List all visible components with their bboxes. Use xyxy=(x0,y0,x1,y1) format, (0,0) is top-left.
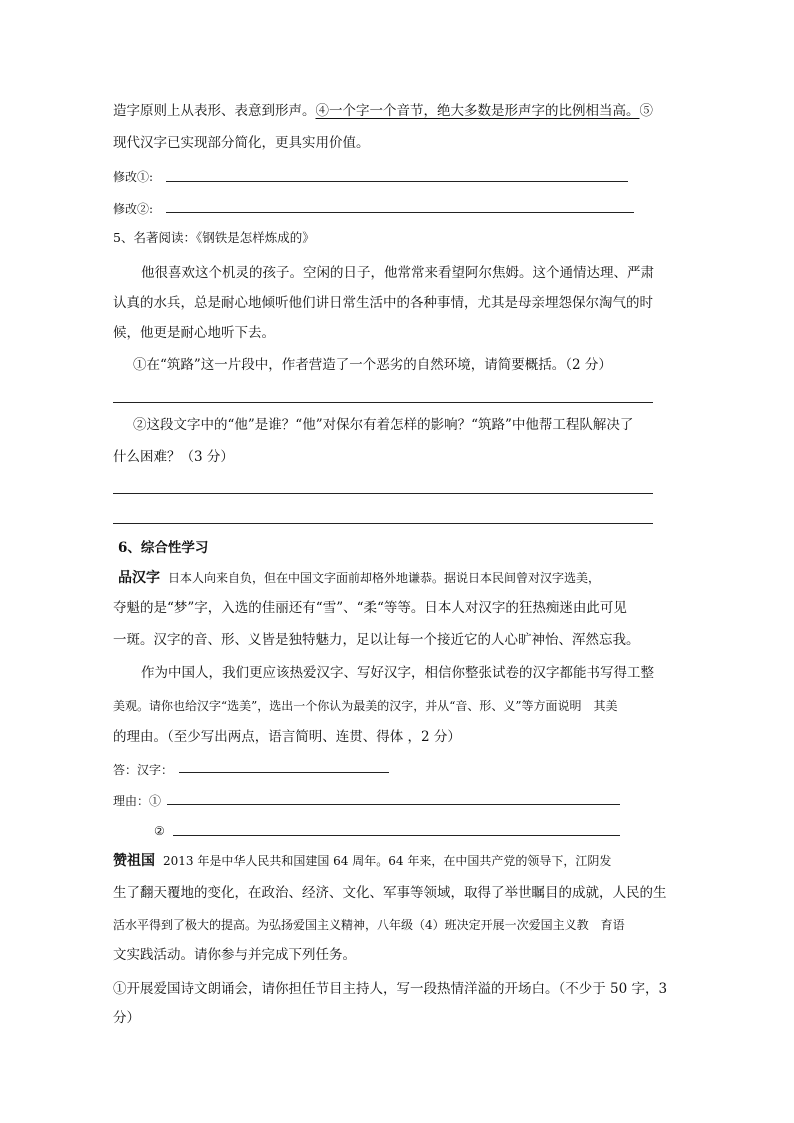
pinhanzi-line-2: 夺魁的是“梦”字，入选的佳丽还有“雪”、“柔“等等。日本人对汉字的狂热痴迷由此可见 xyxy=(113,600,627,616)
q5-sub1: ①在“筑路”这一片段中，作者营造了一个恶劣的自然环境，请简要概括。（2 分） xyxy=(133,357,612,373)
pinhanzi-line-4: 作为中国人，我们更应该热爱汉字、写好汉字，相信你整张试卷的汉字都能书写得工整 xyxy=(141,665,654,681)
answer-hanzi-line[interactable] xyxy=(179,772,389,773)
answer-hanzi-label: 答：汉字： xyxy=(113,763,174,777)
intro-line-1-end: ⑤ xyxy=(639,103,653,119)
q5-title: 5、名著阅读：《钢铁是怎样炼成的》 xyxy=(113,230,315,245)
q6-title: 6、综合性学习 xyxy=(118,540,209,556)
intro-line-1 xyxy=(113,101,653,121)
intro-line-1-plain: 造字原则上从表形、表意到形声。 xyxy=(113,103,316,119)
q5-sub2-line-2: 什么困难？（3 分） xyxy=(113,449,234,465)
reason1-answer-line[interactable] xyxy=(167,804,620,805)
reason2-label: ② xyxy=(154,824,165,838)
q5-sub2-answer-line-1[interactable] xyxy=(113,493,653,494)
zanzuguo-line-1-text: 2013 年是中华人民共和国建国 64 周年。64 年来，在中国共产党的领导下，江阴发 xyxy=(163,854,612,868)
zanzuguo-task1-line-2: 分） xyxy=(113,1010,140,1026)
zanzuguo-line-1 xyxy=(113,851,611,871)
reason2-answer-line[interactable] xyxy=(173,835,620,836)
q5-sub2-answer-line-2[interactable] xyxy=(113,523,653,524)
q5-para-line-1: 他很喜欢这个机灵的孩子。空闲的日子，他常常来看望阿尔焦姆。这个通情达理、严肃 xyxy=(141,265,654,281)
zanzuguo-line-4: 文实践活动。请你参与并完成下列任务。 xyxy=(113,947,356,963)
q5-para-line-2: 认真的水兵，总是耐心地倾听他们讲日常生活中的各种事情，尤其是母亲埋怨保尔淘气的时 xyxy=(113,295,653,311)
pinhanzi-line-3: 一斑。汉字的音、形、义皆是独特魅力，足以让每一个接近它的人心旷神怡、浑然忘我。 xyxy=(113,632,640,648)
q5-sub2-line-1: ②这段文字中的“他”是谁？“他”对保尔有着怎样的影响？“筑路”中他帮工程队解决了 xyxy=(133,417,634,433)
pinhanzi-line-5: 美观。请你也给汉字“选美”，选出一个你认为最美的汉字，并从“音、形、义”等方面说明 其美 xyxy=(113,699,618,713)
zanzuguo-task1-line-1: ①开展爱国诗文朗诵会，请你担任节目主持人，写一段热情洋溢的开场白。（不少于 50 字，3 xyxy=(113,981,668,997)
zanzuguo-line-3: 活水平得到了极大的提高。为弘扬爱国主义精神，八年级（4）班决定开展一次爱国主义教 育语 xyxy=(113,918,625,932)
fix1-label: 修改①: xyxy=(113,170,154,184)
zanzuguo-heading: 赞祖国 xyxy=(113,853,155,869)
pinhanzi-heading: 品汉字 xyxy=(118,570,160,586)
pinhanzi-line-1 xyxy=(118,568,600,588)
pinhanzi-line-6: 的理由。（至少写出两点，语言简明、连贯、得体 ，2 分） xyxy=(113,729,461,745)
reason1-label: 理由：① xyxy=(113,794,162,808)
intro-line-1-underlined: ④一个字一个音节，绝大多数是形声字的比例相当高。 xyxy=(315,103,640,119)
fix1-answer-line[interactable] xyxy=(166,181,628,182)
fix2-label: 修改②: xyxy=(113,202,154,216)
q5-sub1-answer-line[interactable] xyxy=(113,402,653,403)
pinhanzi-line-1-text: 日本人向来自负，但在中国文字面前却格外地谦恭。据说日本民间曾对汉字选美， xyxy=(168,571,601,585)
q5-para-line-3: 候，他更是耐心地听下去。 xyxy=(113,325,275,341)
fix2-answer-line[interactable] xyxy=(166,212,634,213)
zanzuguo-line-2: 生了翻天覆地的变化，在政治、经济、文化、军事等领域，取得了举世瞩目的成就，人民的生 xyxy=(113,885,667,901)
intro-line-2: 现代汉字已实现部分简化，更具实用价值。 xyxy=(113,135,370,151)
